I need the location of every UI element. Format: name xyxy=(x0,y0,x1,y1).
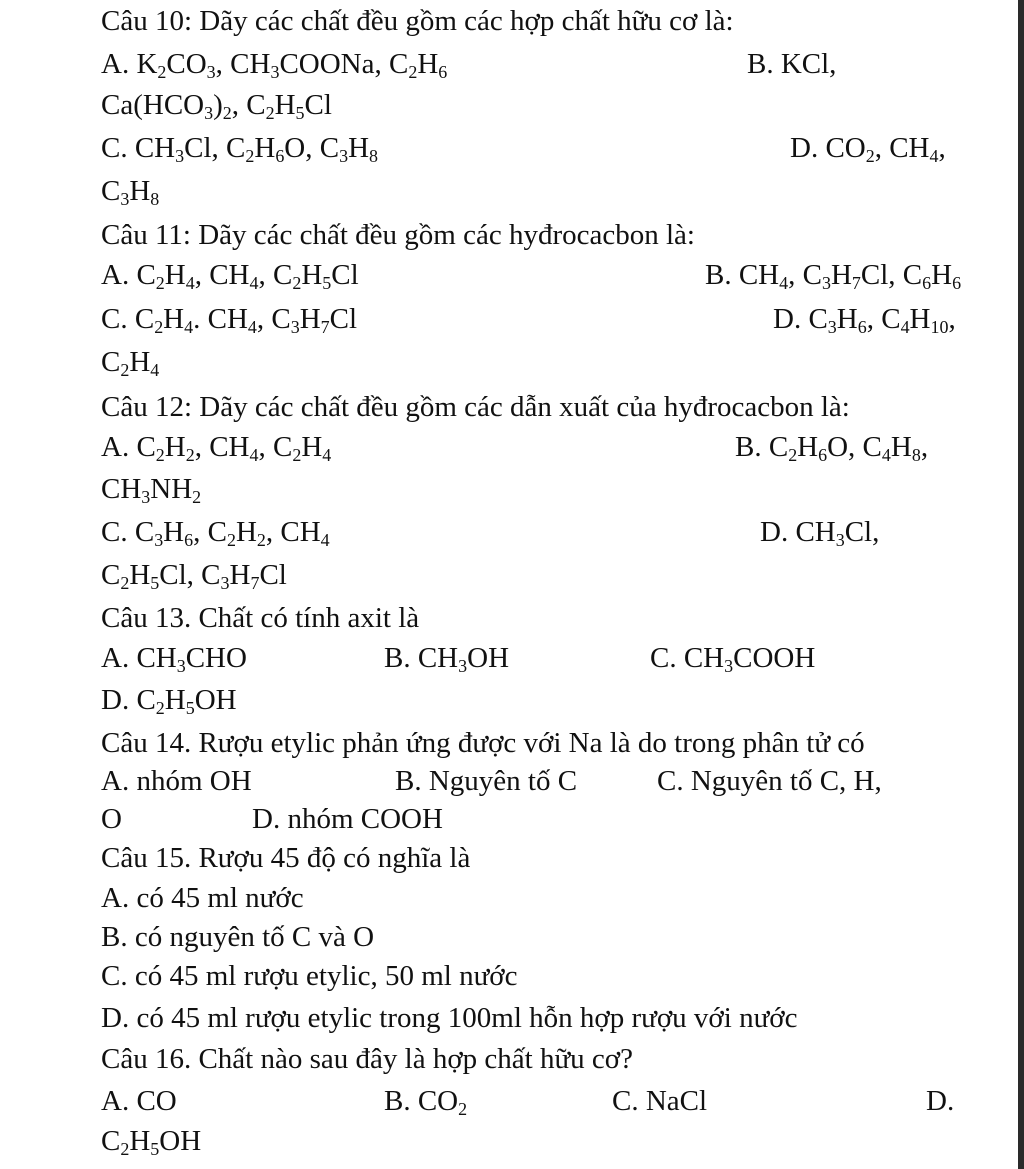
question-13-option-d: D. $C_2H_5OH$ xyxy=(101,684,237,719)
question-10-option-d: D. $CO_2$, $CH_4$, xyxy=(790,132,946,167)
question-12-option-b: B. $C_2H_6O$, $C_4H_8$, xyxy=(735,431,929,466)
question-13-option-c: C. $CH_3COOH$ xyxy=(650,642,816,677)
question-16-option-d: D. xyxy=(926,1085,955,1117)
question-14-option-a: A. nhóm OH xyxy=(101,765,252,797)
question-11-option-d: D. $C_3H_6$, $C_4H_{10}$, xyxy=(773,303,956,338)
question-15-option-c: C. có 45 ml rượu etylic, 50 ml nước xyxy=(101,960,518,992)
question-13-option-a: A. $CH_3CHO$ xyxy=(101,642,247,677)
question-16-option-d-continued: $C_2H_5OH$ xyxy=(101,1125,202,1160)
question-10-option-a: A. $K_2CO_3$, $CH_3COONa$, $C_2H_6$ xyxy=(101,48,448,83)
question-16-option-a: A. CO xyxy=(101,1085,177,1117)
question-10-option-b: B. KCl, xyxy=(747,48,837,80)
question-11-option-b: B. $CH_4$, $C_3H_7Cl$, $C_6H_6$ xyxy=(705,259,962,294)
question-12-option-b-continued: $CH_3NH_2$ xyxy=(101,473,202,508)
question-13-stem: Câu 13. Chất có tính axit là xyxy=(101,602,420,634)
question-14-option-d: D. nhóm COOH xyxy=(252,803,443,835)
question-16-option-b: B. $CO_2$ xyxy=(384,1085,468,1120)
question-12-option-a: A. $C_2H_2$, $CH_4$, $C_2H_4$ xyxy=(101,431,332,466)
question-16-option-c: C. NaCl xyxy=(612,1085,708,1117)
question-15-stem: Câu 15. Rượu 45 độ có nghĩa là xyxy=(101,842,471,874)
question-14-option-b: B. Nguyên tố C xyxy=(395,765,578,797)
question-12-stem: Câu 12: Dãy các chất đều gồm các dẫn xuất của hyđrocacbon là: xyxy=(101,391,850,423)
question-12-option-d-continued: $C_2H_5Cl$, $C_3H_7Cl$ xyxy=(101,559,287,594)
question-11-option-d-continued: $C_2H_4$ xyxy=(101,346,160,381)
question-10-stem: Câu 10: Dãy các chất đều gồm các hợp chất hữu cơ là: xyxy=(101,5,734,37)
question-12-option-c: C. $C_3H_6$, $C_2H_2$, $CH_4$ xyxy=(101,516,330,551)
question-11-option-a: A. $C_2H_4$, $CH_4$, $C_2H_5Cl$ xyxy=(101,259,359,294)
question-14-stem: Câu 14. Rượu etylic phản ứng được với Na là do trong phân tử có xyxy=(101,727,865,759)
question-15-option-b: B. có nguyên tố C và O xyxy=(101,921,375,953)
question-15-option-d: D. có 45 ml rượu etylic trong 100ml hỗn hợp rượu với nước xyxy=(101,1002,798,1034)
page-edge-strip xyxy=(1018,0,1024,1169)
question-12-option-d: D. $CH_3Cl$, xyxy=(760,516,880,551)
question-11-stem: Câu 11: Dãy các chất đều gồm các hyđrocacbon là: xyxy=(101,219,695,251)
question-14-option-c-continued: O xyxy=(101,803,122,835)
question-15-option-a: A. có 45 ml nước xyxy=(101,882,304,914)
question-14-option-c: C. Nguyên tố C, H, xyxy=(657,765,882,797)
question-13-option-b: B. $CH_3OH$ xyxy=(384,642,510,677)
question-11-option-c: C. $C_2H_4$. $CH_4$, $C_3H_7Cl$ xyxy=(101,303,358,338)
question-10-option-b-continued: $Ca(HCO_3)_2$, $C_2H_5Cl$ xyxy=(101,89,332,124)
question-10-option-c: C. $CH_3Cl$, $C_2H_6O$, $C_3H_8$ xyxy=(101,132,379,167)
question-10-option-d-continued: $C_3H_8$ xyxy=(101,175,160,210)
question-16-stem: Câu 16. Chất nào sau đây là hợp chất hữu cơ? xyxy=(101,1043,633,1075)
